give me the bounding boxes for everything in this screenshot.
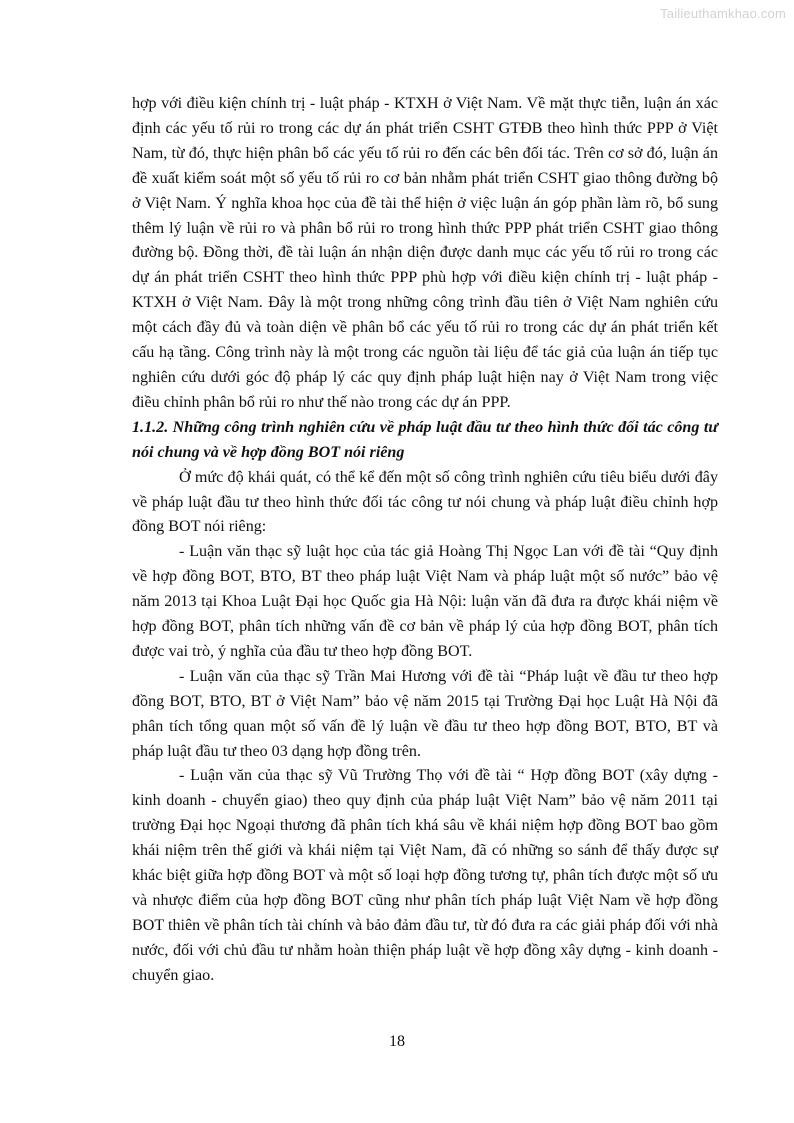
paragraph-item-huong: - Luận văn của thạc sỹ Trần Mai Hương với đề tài “Pháp luật về đầu tư theo hợp đồng BOT, BTO, BT ở Việt Nam” bảo vệ năm 2015 tại Trường Đại học Luật Hà Nội đã phân tích tổng quan một số vấn đề lý luận về đầu tư theo hợp đồng BOT, BTO, BT và pháp luật đầu tư theo 03 dạng hợp đồng trên. (132, 667, 718, 760)
paragraph-item-tho: - Luận văn của thạc sỹ Vũ Trường Thọ với đề tài “ Hợp đồng BOT (xây dựng - kinh doanh - chuyển giao) theo quy định của pháp luật Việt Nam” bảo vệ năm 2011 tại trường Đại học Ngoại thương đã phân tích khá sâu về khái niệm hợp đồng BOT bao gồm khái niệm trên thế giới và khái niệm tại Việt Nam, đã có những so sánh để thấy được sự khác biệt giữa hợp đồng BOT và một số loại hợp đồng tương tự, phân tích được một số ưu và nhược điểm của hợp đồng BOT cũng như phân tích pháp luật Việt Nam về hợp đồng BOT thiên về phân tích tài chính và bảo đảm đầu tư, từ đó đưa ra các giải pháp đối với nhà nước, đối với chủ đầu tư nhằm hoàn thiện pháp luật về hợp đồng xây dựng - kinh doanh - chuyển giao. (132, 767, 718, 984)
paragraph-item-lan: - Luận văn thạc sỹ luật học của tác giả Hoàng Thị Ngọc Lan với đề tài “Quy định về hợp đồng BOT, BTO, BT theo pháp luật Việt Nam và pháp luật một số nước” bảo vệ năm 2013 tại Khoa Luật Đại học Quốc gia Hà Nội: luận văn đã đưa ra được khái niệm về hợp đồng BOT, phân tích những vấn đề cơ bản về pháp lý của hợp đồng BOT, phân tích được vai trò, ý nghĩa của đầu tư theo hợp đồng BOT. (132, 543, 718, 660)
document-body (132, 92, 718, 989)
section-heading: 1.1.2. Những công trình nghiên cứu về pháp luật đầu tư theo hình thức đối tác công tư nói chung và về hợp đồng BOT nói riêng (132, 418, 718, 461)
paragraph-intro: Ở mức độ khái quát, có thể kể đến một số công trình nghiên cứu tiêu biểu dưới đây về pháp luật đầu tư theo hình thức đối tác công tư nói chung và pháp luật điều chỉnh hợp đồng BOT nói riêng: (132, 468, 718, 536)
page-number: 18 (388, 1033, 406, 1050)
paragraph-continuation: hợp với điều kiện chính trị - luật pháp - KTXH ở Việt Nam. Về mặt thực tiễn, luận án xác định các yếu tố rủi ro trong các dự án phát triển CSHT GTĐB theo hình thức PPP ở Việt Nam, từ đó, thực hiện phân bổ các yếu tố rủi ro đến các bên đối tác. Trên cơ sở đó, luận án đề xuất kiểm soát một số yếu tố rủi ro cơ bản nhằm phát triển CSHT giao thông đường bộ ở Việt Nam. Ý nghĩa khoa học của đề tài thể hiện ở việc luận án góp phần làm rõ, bổ sung thêm lý luận về rủi ro và phân bổ rủi ro trong hình thức PPP phát triển CSHT giao thông đường bộ. Đồng thời, đề tài luận án nhận diện được danh mục các yếu tố rủi ro trong các dự án phát triển CSHT theo hình thức PPP phù hợp với điều kiện chính trị - luật pháp - KTXH ở Việt Nam. Đây là một trong những công trình đầu tiên ở Việt Nam nghiên cứu một cách đầy đủ và toàn diện về phân bổ các yếu tố rủi ro trong các dự án phát triển kết cấu hạ tầng. Công trình này là một trong các nguồn tài liệu để tác giả của luận án tiếp tục nghiên cứu dưới góc độ pháp lý các quy định pháp luật hiện nay ở Việt Nam trong việc điều chỉnh phân bổ rủi ro như thế nào trong các dự án PPP. (132, 95, 718, 411)
watermark-text: Tailieuthamkhao.com (660, 6, 786, 21)
